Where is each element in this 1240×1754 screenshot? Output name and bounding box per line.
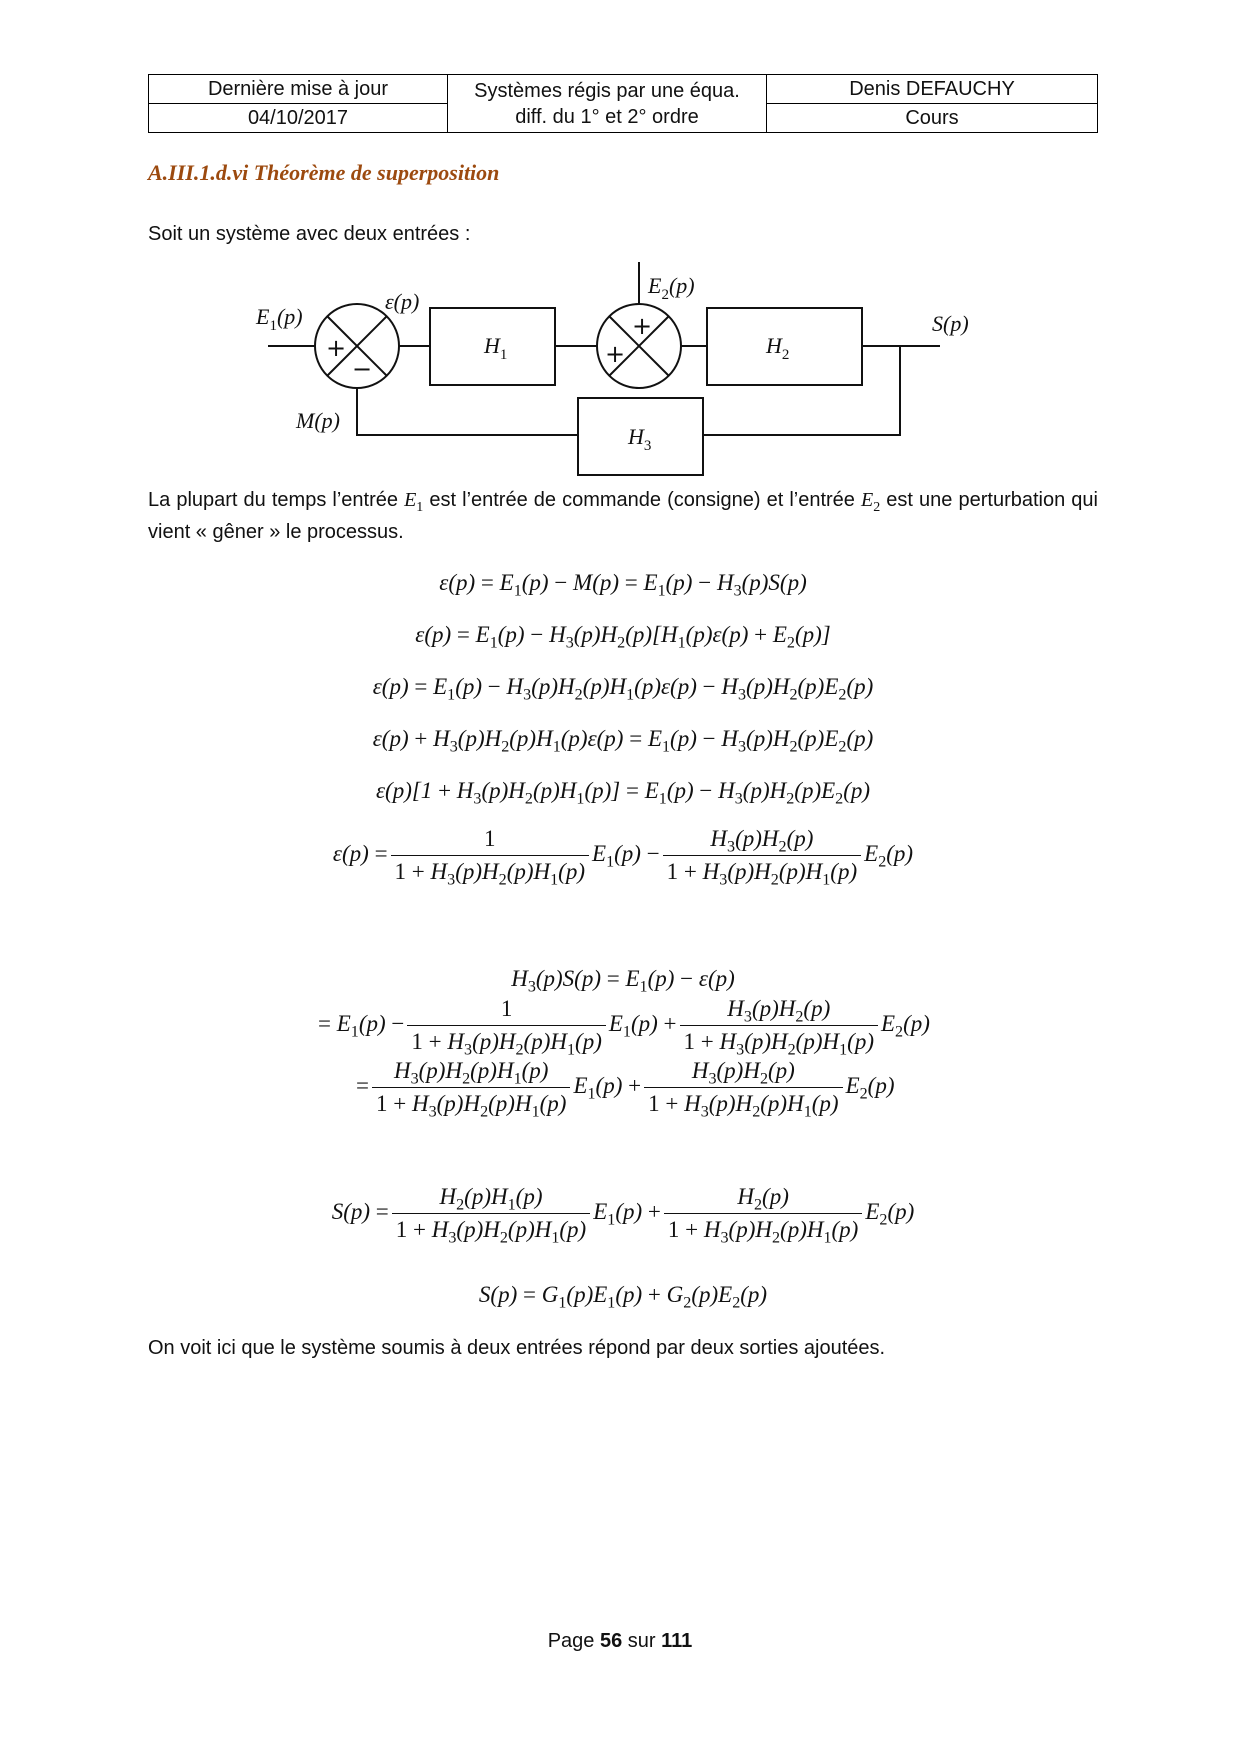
intro-text: Soit un système avec deux entrées : bbox=[148, 223, 471, 245]
equation-11: $S(p) = G_1(p)E_1(p) + G_2(p)E_2(p)$ bbox=[478, 1282, 768, 1312]
conclusion-text: On voit ici que le système soumis à deux entrées répond par deux sorties ajoutées. bbox=[148, 1337, 886, 1359]
sum2-plus-left: + bbox=[605, 340, 626, 368]
svg-text:H1: $H_1$ bbox=[484, 333, 508, 363]
equation-3: $\varepsilon(p) = E_1(p) - H_3(p)H_2(p)H_1(p)\varepsilon(p) - H_3(p)H_2(p)E_2(p)$ bbox=[372, 674, 874, 704]
svg-text:E2(p): $E_2(p)$ bbox=[648, 273, 695, 303]
header-date: 04/10/2017 bbox=[149, 104, 448, 133]
header-subject-line2: diff. du 1° et 2° ordre bbox=[515, 105, 699, 128]
equation-8: = $E_1(p)$ − $\frac{1}{1 + H_3(p)H_2(p)H_1(p)}$ $E_1(p)$ + $\frac{H_3(p)H_2(p)}{1 + H_3(p)H_2(p)H_1(p)}$ $E_2(p)$ bbox=[318, 996, 930, 1059]
label-output: S(p) bbox=[932, 311, 969, 336]
block-diagram bbox=[0, 250, 1240, 490]
e1-inline: $E_1$ bbox=[404, 489, 424, 515]
svg-text:E1(p): $E_1(p)$ bbox=[256, 304, 303, 334]
label-epsilon: ε(p) bbox=[385, 289, 420, 314]
e2-inline: $E_2$ bbox=[861, 489, 881, 515]
svg-text:H2: $H_2$ bbox=[766, 333, 790, 363]
header-subject bbox=[448, 75, 767, 133]
header-last-update-label: Dernière mise à jour bbox=[149, 75, 448, 104]
label-e2: E bbox=[648, 273, 662, 298]
label-feedback: M(p) bbox=[296, 408, 340, 433]
sum1-minus: − bbox=[352, 355, 373, 383]
page-total: 111 bbox=[661, 1630, 693, 1652]
label-h2: H bbox=[766, 333, 782, 358]
page-footer: Page 56 sur 111 bbox=[547, 1630, 693, 1652]
svg-text:H3: $H_3$ bbox=[628, 424, 652, 454]
equation-9: = $\frac{H_3(p)H_2(p)H_1(p)}{1 + H_3(p)H_2(p)H_1(p)}$ $E_1(p)$ + $\frac{H_3(p)H_2(p)}{1 + H_3(p)H_2(p)H_1(p)}$ $E_2(p)$ bbox=[356, 1058, 895, 1121]
page-number: 56 bbox=[599, 1630, 623, 1652]
explanation-text: La plupart du temps l’entrée $E_1$ est l’entrée de commande (consigne) et l’entrée $E_2$ est une perturbation qui vient « gêner » le processus. bbox=[148, 489, 1098, 543]
equation-10: S(p) = $\frac{H_2(p)H_1(p)}{1 + H_3(p)H_2(p)H_1(p)}$ $E_1(p)$ + $\frac{H_2(p)}{1 + H_3(p)H_2(p)H_1(p)}$ $E_2(p)$ bbox=[331, 1184, 915, 1247]
feedback-line-right bbox=[703, 346, 900, 435]
label-h3: H bbox=[628, 424, 644, 449]
sum2-plus-top: + bbox=[632, 312, 653, 340]
header-subject-line1: Systèmes régis par une équa. bbox=[474, 79, 740, 102]
label-h1: H bbox=[484, 333, 500, 358]
sum1-plus: + bbox=[326, 334, 347, 362]
feedback-line-left bbox=[357, 388, 578, 435]
section-title: A.III.1.d.vi Théorème de superposition bbox=[148, 160, 500, 185]
header-author: Denis DEFAUCHY bbox=[767, 75, 1098, 104]
equation-7: $H_3(p)S(p) = E_1(p) - \varepsilon(p)$ bbox=[511, 966, 735, 996]
header-doc-type: Cours bbox=[767, 104, 1098, 133]
equation-2: $\varepsilon(p) = E_1(p) - H_3(p)H_2(p)[H_1(p)\varepsilon(p) + E_2(p)]$ bbox=[415, 622, 831, 652]
equation-1: $\varepsilon(p) = E_1(p) - M(p) = E_1(p) - H_3(p)S(p)$ bbox=[439, 570, 807, 600]
equation-5: $\varepsilon(p)[1 + H_3(p)H_2(p)H_1(p)] = E_1(p) - H_3(p)H_2(p)E_2(p)$ bbox=[375, 778, 871, 808]
equation-4: $\varepsilon(p) + H_3(p)H_2(p)H_1(p)\varepsilon(p) = E_1(p) - H_3(p)H_2(p)E_2(p)$ bbox=[372, 726, 874, 756]
label-e1: E bbox=[256, 304, 270, 329]
header-table bbox=[148, 74, 1098, 133]
equation-6: ε(p) = $\frac{1}{1 + H_3(p)H_2(p)H_1(p)}$ $E_1(p)$ − $\frac{H_3(p)H_2(p)}{1 + H_3(p)H_2(p)H_1(p)}$ $E_2(p)$ bbox=[332, 826, 914, 889]
